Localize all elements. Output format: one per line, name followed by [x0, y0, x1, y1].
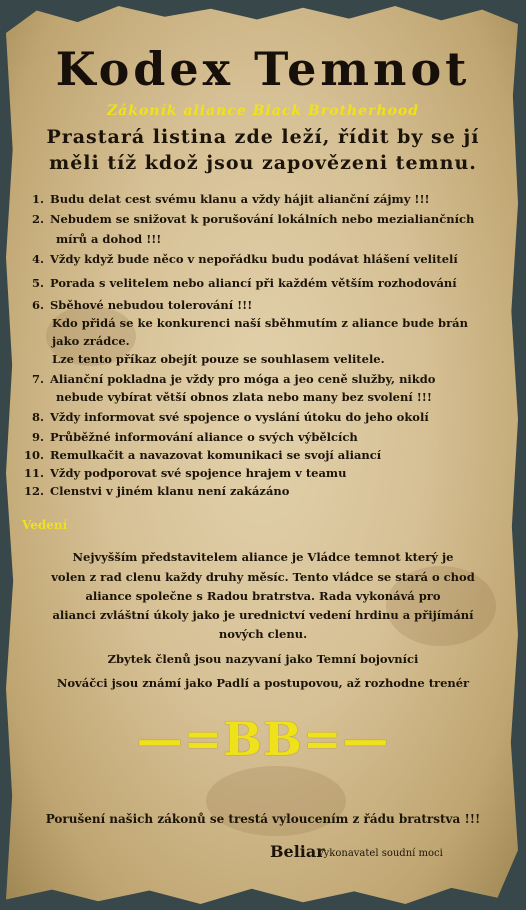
rule-text: Vždy informovat své spojence o vyslání útoku do jeho okolí [50, 410, 429, 424]
rule-item [52, 334, 130, 348]
rule-item [22, 276, 457, 290]
rule-item [52, 352, 385, 366]
bb-logo: —=BB=— [136, 712, 390, 766]
rule-text: jako zrádce. [52, 334, 130, 348]
rule-number: 11. [23, 466, 44, 480]
document-subtitle: Zákoník aliance Black Brotherhood [106, 103, 420, 119]
rule-text: Budu delat cest svému klanu a vždy hájit alianční zájmy !!! [50, 192, 430, 206]
rule-text: Remulkačit a navazovat komunikaci se svojí aliancí [50, 448, 382, 462]
intro-line: měli tíž kdož jsou zapovězeni temnu. [49, 152, 477, 174]
paragraph-line: volen z rad clenu každy druhy měsíc. Tento vládce se stará o chod [51, 570, 475, 584]
footer-warning: Porušení našich zákonů se trestá vyloucením z řádu bratrstva !!! [45, 812, 481, 826]
rule-text: Nebudem se snižovat k porušování lokálních nebo mezialiančních [50, 212, 475, 226]
rule-item [22, 430, 358, 444]
rule-item [56, 232, 161, 246]
rule-number: 7. [31, 372, 44, 386]
rule-text: Clenstvi v jiném klanu není zakázáno [50, 484, 290, 498]
rule-text: mírů a dohod !!! [56, 232, 162, 246]
document-title: Kodex Temnot [55, 42, 471, 96]
rule-item [22, 410, 429, 424]
rule-text: Průběžné informování aliance o svých výbělcích [50, 430, 358, 444]
paragraph-line: Zbytek členů jsou nazyvaní jako Temní bojovníci [107, 652, 419, 666]
paragraph-line: alianci zvláštní úkoly jako je urednictví vedení hrdinu a přijímání [52, 608, 474, 622]
rule-number: 4. [31, 252, 44, 266]
rule-text: Porada s velitelem nebo aliancí při každém větším rozhodování [50, 276, 457, 290]
rule-number: 6. [31, 298, 44, 312]
rule-number: 5. [31, 276, 44, 290]
rule-text: Vždy podporovat své spojence hrajem v teamu [50, 466, 347, 480]
rule-item [22, 466, 346, 480]
rule-text: Lze tento příkaz obejít pouze se souhlasem velitele. [52, 352, 385, 366]
intro-line: Prastará listina zde leží, řídit by se jí [46, 126, 480, 148]
rule-number: 1. [31, 192, 44, 206]
paragraph-line: Nováčci jsou známí jako Padlí a postupovou, až rozhodne trenér [56, 676, 470, 690]
rule-item [52, 316, 468, 330]
rule-item [22, 484, 289, 498]
rule-item [22, 192, 430, 206]
signature-name: Beliar [270, 842, 325, 861]
rule-text: nebude vybírat větší obnos zlata nebo many bez svolení !!! [56, 390, 432, 404]
rule-number: 10. [23, 448, 44, 462]
rule-text: Sběhové nebudou tolerování !!! [50, 298, 253, 312]
paragraph-line: Nejvyšším představitelem aliance je Vládce temnot který je [72, 550, 454, 564]
signature-role: vykonavatel soudní moci [318, 848, 443, 859]
rule-item [56, 390, 432, 404]
rule-item [22, 448, 381, 462]
rule-text: Vždy když bude něco v nepořádku budu podávat hlášení velitelí [50, 252, 458, 266]
paragraph-line: aliance společne s Radou bratrstva. Rada vykonává pro [85, 589, 441, 603]
rule-number: 8. [31, 410, 44, 424]
rule-number: 12. [23, 484, 44, 498]
rule-item [22, 372, 435, 386]
section-label-vedeni: Vedení [22, 518, 68, 532]
rule-text: Kdo přidá se ke konkurenci naší sběhmutím z aliance bude brán [52, 316, 468, 330]
rule-item [22, 212, 474, 226]
rule-text: Alianční pokladna je vždy pro móga a jeo ceně služby, nikdo [50, 372, 436, 386]
rule-number: 9. [31, 430, 44, 444]
rule-item [22, 298, 252, 312]
paragraph-line: nových clenu. [218, 627, 308, 641]
rule-number: 2. [31, 212, 44, 226]
rule-item [22, 252, 458, 266]
